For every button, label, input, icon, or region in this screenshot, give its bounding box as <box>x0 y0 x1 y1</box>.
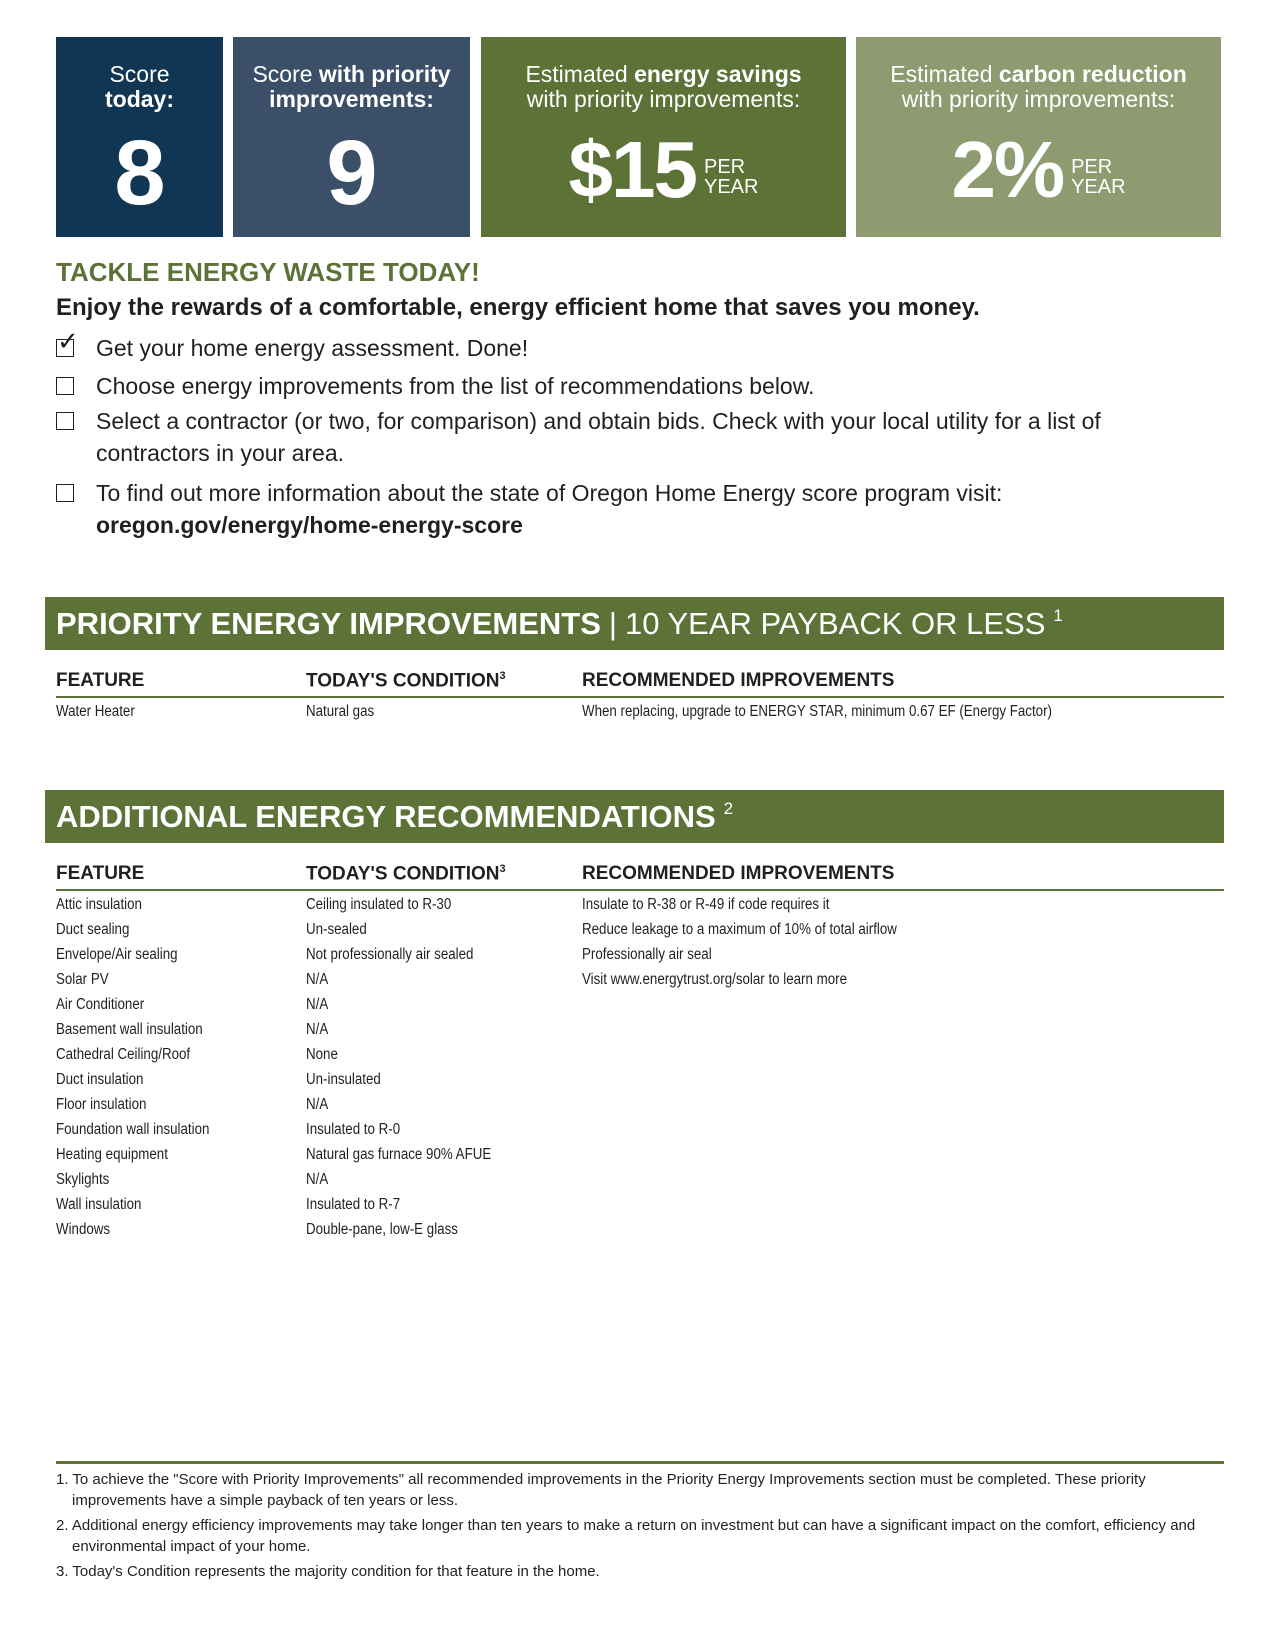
table-row <box>56 1141 1224 1166</box>
cell-feature: Heating equipment <box>56 1146 168 1163</box>
table-row <box>56 1216 1224 1241</box>
checklist-item: ✓ Get your home energy assessment. Done! <box>57 326 529 361</box>
cell-recommended: Professionally air seal <box>582 946 712 963</box>
cell-condition: Not professionally air sealed <box>306 946 474 963</box>
cell-feature: Duct sealing <box>56 921 130 938</box>
cell-recommended: Visit www.energytrust.org/solar to learn more <box>582 971 847 988</box>
cell-condition: Natural gas furnace 90% AFUE <box>306 1146 492 1163</box>
footnotes <box>56 1469 1206 1586</box>
table-row <box>56 991 1224 1016</box>
cell-feature: Envelope/Air sealing <box>56 946 178 963</box>
checklist-item: To find out more information about the state of Oregon Home Energy score program visit: oregon.gov/energy/home-energy-score <box>56 477 1176 541</box>
score-priority-box <box>233 37 470 237</box>
table-row <box>56 1116 1224 1141</box>
table-row: Water Heater Natural gas When replacing, upgrade to ENERGY STAR, minimum 0.67 EF (Energy Factor) <box>56 703 1052 720</box>
footnote-3: 3. Today's Condition represents the majority condition for that feature in the home. <box>56 1563 600 1580</box>
cell-condition: Ceiling insulated to R-30 <box>306 896 452 913</box>
table-row <box>56 941 1224 966</box>
checklist-item: Choose energy improvements from the list of recommendations below. <box>56 370 1176 402</box>
cell-feature: Floor insulation <box>56 1096 147 1113</box>
cell-feature: Basement wall insulation <box>56 1021 203 1038</box>
carbon-reduction-value: 2% <box>951 125 1064 214</box>
cell-condition: N/A <box>306 971 329 988</box>
table-row <box>56 1166 1224 1191</box>
cell-feature: Solar PV <box>56 971 109 988</box>
score-today-label: Score today: <box>105 61 174 112</box>
table-row <box>56 1066 1224 1091</box>
cell-feature: Attic insulation <box>56 896 142 913</box>
score-priority-value: 9 <box>326 122 377 224</box>
cell-condition: N/A <box>306 996 329 1013</box>
cell-recommended: Reduce leakage to a maximum of 10% of total airflow <box>582 921 897 938</box>
score-priority-label: Score with priority improvements: <box>252 61 451 112</box>
tackle-heading: TACKLE ENERGY WASTE TODAY! <box>56 257 480 287</box>
checkbox-icon[interactable] <box>56 412 74 430</box>
cell-condition: Un-sealed <box>306 921 367 938</box>
energy-savings-label: Estimated energy savings with priority improvements: <box>525 61 802 112</box>
additional-section-title: ADDITIONAL ENERGY RECOMMENDATIONS <box>56 798 716 834</box>
additional-table <box>56 855 1224 1241</box>
cell-feature: Cathedral Ceiling/Roof <box>56 1046 191 1063</box>
cell-condition: Insulated to R-0 <box>306 1121 401 1138</box>
energy-savings-box <box>481 37 846 237</box>
priority-section-subtitle: 10 YEAR PAYBACK OR LESS <box>624 605 1046 641</box>
cell-condition: N/A <box>306 1021 329 1038</box>
cell-feature: Skylights <box>56 1171 110 1188</box>
table-row <box>56 1016 1224 1041</box>
footnote-divider <box>56 1461 1224 1464</box>
cell-condition: Double-pane, low-E glass <box>306 1221 458 1238</box>
table-row <box>56 916 1224 941</box>
cell-condition: N/A <box>306 1171 329 1188</box>
priority-table <box>56 662 1224 723</box>
score-today-box <box>56 37 223 237</box>
table-row <box>56 966 1224 991</box>
table-header: FEATURE TODAY'S CONDITION$^3$ RECOMMENDED IMPROVEMENTS <box>56 662 1224 698</box>
table-row <box>56 1191 1224 1216</box>
additional-rows <box>56 891 1224 1241</box>
tackle-subheading: Enjoy the rewards of a comfortable, energy efficient home that saves you money. <box>56 294 980 321</box>
cell-feature: Wall insulation <box>56 1196 142 1213</box>
checkbox-icon[interactable] <box>56 377 74 395</box>
priority-section-title: PRIORITY ENERGY IMPROVEMENTS <box>56 605 601 641</box>
energy-savings-value: $15 <box>568 125 696 214</box>
oregon-energy-link[interactable]: oregon.gov/energy/home-energy-score <box>96 512 523 538</box>
cell-feature: Foundation wall insulation <box>56 1121 210 1138</box>
cell-feature: Duct insulation <box>56 1071 144 1088</box>
carbon-reduction-box <box>856 37 1221 237</box>
checkbox-checked-icon[interactable]: ✓ <box>57 326 79 356</box>
priority-section-bar: PRIORITY ENERGY IMPROVEMENTS | 10 YEAR PAYBACK OR LESS 1 <box>45 597 1224 650</box>
additional-section-bar: ADDITIONAL ENERGY RECOMMENDATIONS 2 <box>45 790 1224 843</box>
cell-feature: Windows <box>56 1221 111 1238</box>
cell-feature: Air Conditioner <box>56 996 145 1013</box>
cell-recommended: Insulate to R-38 or R-49 if code requires it <box>582 896 830 913</box>
checkbox-icon[interactable] <box>56 484 74 502</box>
carbon-reduction-label: Estimated carbon reduction with priority improvements: <box>890 61 1187 112</box>
cell-condition: Insulated to R-7 <box>306 1196 401 1213</box>
score-today-value: 8 <box>114 122 165 224</box>
carbon-reduction-unit: PER YEAR <box>1071 156 1126 198</box>
cell-condition: None <box>306 1046 338 1063</box>
checklist-item: Select a contractor (or two, for comparison) and obtain bids. Check with your local utility for a list of contractors in your area. <box>56 405 1176 469</box>
table-row <box>56 1091 1224 1116</box>
cell-condition: N/A <box>306 1096 329 1113</box>
table-row <box>56 891 1224 916</box>
energy-savings-unit: PER YEAR <box>704 156 759 198</box>
cell-condition: Un-insulated <box>306 1071 381 1088</box>
footnote-2: 2. Additional energy efficiency improvements may take longer than ten years to make a return on investment but can have a significant impact on the comfort, efficiency and environmental impact of your home. <box>56 1517 1196 1555</box>
table-row <box>56 1041 1224 1066</box>
footnote-1: 1. To achieve the "Score with Priority Improvements" all recommended improvements in the Priority Energy Improvements section must be completed. These priority improvements have a simple payback of ten years or less. <box>56 1471 1146 1509</box>
table-header: FEATURE TODAY'S CONDITION$^3$ RECOMMENDED IMPROVEMENTS <box>56 855 1224 891</box>
